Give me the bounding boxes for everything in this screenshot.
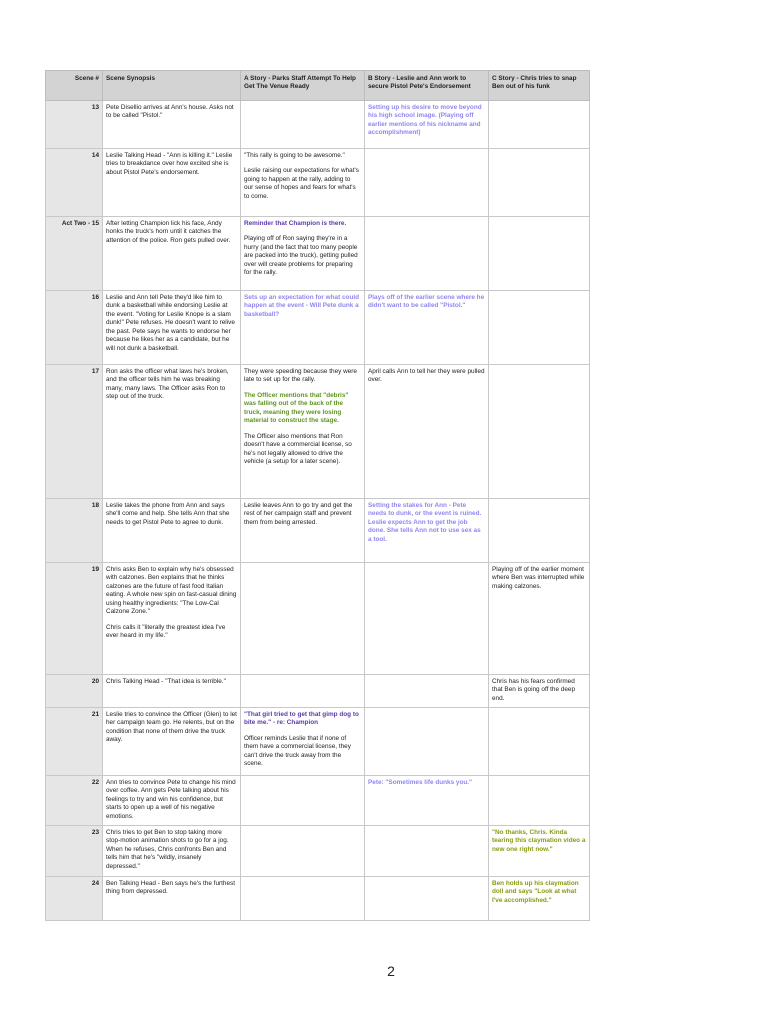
c-story-cell xyxy=(489,217,590,291)
b-story-note: Plays off of the earlier scene where he didn't want to be called "Pistol." xyxy=(368,294,485,310)
synopsis-paragraph: Ben Talking Head - Ben says he's the furthest thing from depressed. xyxy=(106,880,235,896)
synopsis-paragraph: After letting Champion lick his face, Andy honks the truck's horn until it catches the attention of the police. Ron gets pulled over. xyxy=(106,220,231,244)
b-story-cell xyxy=(365,877,489,921)
scene-synopsis xyxy=(103,149,241,217)
synopsis-paragraph: Chris tries to get Ben to stop taking more stop-motion animation shots to go for a jog. When he refuses, Chris confronts Ben and tells him that he's "wildly, insanely depressed." xyxy=(106,829,229,870)
a-story-note: "This rally is going to be awesome." xyxy=(244,152,345,159)
a-story-note: The Officer mentions that "debris" was falling out of the back of the truck, meaning they were losing material to construct the stage. xyxy=(244,391,349,425)
a-story-note: Leslie raising our expectations for what's going to happen at the rally, adding to our sense of hopes and fears for what's to come. xyxy=(244,167,359,200)
a-story-note: Reminder that Champion is there. xyxy=(244,220,347,227)
table-row xyxy=(46,826,590,877)
scene-number: 23 xyxy=(46,826,103,877)
table-row xyxy=(46,365,590,499)
synopsis-paragraph: Ron asks the officer what laws he's broken, and the officer tells him he was breaking many, many laws. The Officer asks Ron to step out of the truck. xyxy=(106,368,229,401)
scene-synopsis xyxy=(103,291,241,365)
c-story-note: Chris has his fears confirmed that Ben is going off the deep end. xyxy=(492,678,576,702)
a-story-cell xyxy=(241,877,365,921)
c-story-cell xyxy=(489,675,590,708)
b-story-cell xyxy=(365,291,489,365)
a-story-cell xyxy=(241,708,365,776)
a-story-note: Sets up an expectation for what could happen at the event - Will Pete dunk a basketball? xyxy=(244,294,360,318)
b-story-cell xyxy=(365,826,489,877)
a-story-cell xyxy=(241,499,365,563)
a-story-cell xyxy=(241,101,365,149)
header-row xyxy=(46,71,590,101)
a-story-note: They were speeding because they were late to set up for the rally. xyxy=(244,368,357,384)
header-scene-number: Scene # xyxy=(46,71,103,101)
a-story-note: Officer reminds Leslie that if none of them have a commercial license, they can't drive the truck away from the scene. xyxy=(244,734,351,768)
scene-synopsis xyxy=(103,365,241,499)
synopsis-paragraph: Leslie tries to convince the Officer (Glen) to let her campaign team go. He relents, but on the condition that none of them drive the truck away. xyxy=(106,711,237,744)
synopsis-paragraph: Chris calls it "literally the greatest idea I've ever heard in my life." xyxy=(106,623,226,640)
table-body xyxy=(46,101,590,921)
scene-synopsis xyxy=(103,563,241,675)
scene-synopsis xyxy=(103,708,241,776)
table-row xyxy=(46,776,590,826)
header-a-story: A Story - Parks Staff Attempt To Help Get The Venue Ready xyxy=(241,71,365,101)
c-story-note: Playing off of the earlier moment where Ben was interrupted while making calzones. xyxy=(492,566,585,590)
b-story-cell xyxy=(365,365,489,499)
a-story-cell xyxy=(241,149,365,217)
scene-number: 17 xyxy=(46,365,103,499)
synopsis-paragraph: Leslie and Ann tell Pete they'd like him to dunk a basketball while endorsing Leslie at the event. "Voting for Leslie Knope is a slam dunk!" Pete refuses. He doesn't want to relive the past. Pete says he wants to endorse her because he likes her as a candidate, but he will not dunk a basketball. xyxy=(106,294,235,352)
scene-synopsis xyxy=(103,675,241,708)
b-story-note: Pete: "Sometimes life dunks you." xyxy=(368,779,473,786)
synopsis-paragraph: Chris Talking Head - "That idea is terrible." xyxy=(106,678,226,685)
scene-number: 16 xyxy=(46,291,103,365)
a-story-note: Leslie leaves Ann to go try and get the rest of her campaign staff and prevent them from being arrested. xyxy=(244,502,353,526)
table-row xyxy=(46,708,590,776)
c-story-cell xyxy=(489,101,590,149)
header-c-story: C Story - Chris tries to snap Ben out of his funk xyxy=(489,71,590,101)
b-story-cell xyxy=(365,217,489,291)
b-story-note: Setting the stakes for Ann - Pete needs to dunk, or the event is ruined. Leslie expects Ann to get the job done. She tells Ann not to use sex as a tool. xyxy=(368,502,482,543)
a-story-cell xyxy=(241,826,365,877)
c-story-cell xyxy=(489,365,590,499)
scene-number: 22 xyxy=(46,776,103,826)
scene-number: 14 xyxy=(46,149,103,217)
header-scene-synopsis: Scene Synopsis xyxy=(103,71,241,101)
synopsis-paragraph: Pete Disellio arrives at Ann's house. Asks not to be called "Pistol." xyxy=(106,104,234,120)
a-story-cell xyxy=(241,563,365,675)
scene-number: Act Two - 15 xyxy=(46,217,103,291)
table-row xyxy=(46,563,590,675)
scene-breakdown-table xyxy=(45,70,590,921)
b-story-cell xyxy=(365,675,489,708)
a-story-note: The Officer also mentions that Ron doesn't have a commercial license, so he's not legally allowed to drive the vehicle (a setup for a later scene). xyxy=(244,432,352,466)
a-story-cell xyxy=(241,675,365,708)
table-row xyxy=(46,291,590,365)
a-story-cell xyxy=(241,365,365,499)
scene-synopsis xyxy=(103,826,241,877)
synopsis-paragraph: Leslie takes the phone from Ann and says she'll come and help. She tells Ann that she needs to get Pistol Pete to agree to dunk. xyxy=(106,502,230,526)
table-row xyxy=(46,217,590,291)
page-number: 2 xyxy=(387,963,395,979)
a-story-note: Playing off of Ron saying they're in a hurry (and the fact that too many people are packed into the truck), getting pulled over will create problems for preparing for the rally. xyxy=(244,235,358,277)
c-story-cell xyxy=(489,499,590,563)
scene-number: 21 xyxy=(46,708,103,776)
synopsis-paragraph: Ann tries to convince Pete to change his mind over coffee. Ann gets Pete talking about his feelings to try and win his confidence, but starts to open up a well of his negative emotions. xyxy=(106,779,236,820)
scene-number: 19 xyxy=(46,563,103,675)
b-story-cell xyxy=(365,563,489,675)
a-story-cell xyxy=(241,776,365,826)
b-story-cell xyxy=(365,776,489,826)
c-story-cell xyxy=(489,708,590,776)
c-story-note: "No thanks, Chris. Kinda tearing this claymation video a new one right now." xyxy=(492,829,586,853)
scene-number: 13 xyxy=(46,101,103,149)
table-row xyxy=(46,499,590,563)
scene-number: 24 xyxy=(46,877,103,921)
table-row xyxy=(46,101,590,149)
b-story-cell xyxy=(365,708,489,776)
scene-synopsis xyxy=(103,101,241,149)
a-story-cell xyxy=(241,217,365,291)
c-story-cell xyxy=(489,877,590,921)
header-b-story: B Story - Leslie and Ann work to secure Pistol Pete's Endorsement xyxy=(365,71,489,101)
table-row xyxy=(46,877,590,921)
c-story-cell xyxy=(489,291,590,365)
b-story-note: Setting up his desire to move beyond his high school image. (Playing off earlier mentions of his nickname and accomplishment) xyxy=(368,104,482,137)
a-story-note: "That girl tried to get that gimp dog to bite me." - re: Champion xyxy=(244,711,359,727)
a-story-cell xyxy=(241,291,365,365)
scene-synopsis xyxy=(103,776,241,826)
scene-synopsis xyxy=(103,499,241,563)
synopsis-paragraph: Chris asks Ben to explain why he's obsessed with calzones. Ben explains that he thinks calzones are the future of fast food Italian eating. A whole new spin on fast-casual dining using healthy ingredients: "The Low-Cal Calzone Zone." xyxy=(106,566,237,616)
scene-synopsis xyxy=(103,877,241,921)
scene-number: 20 xyxy=(46,675,103,708)
table-row xyxy=(46,675,590,708)
b-story-note: April calls Ann to tell her they were pulled over. xyxy=(368,368,485,384)
synopsis-paragraph: Leslie Talking Head - "Ann is killing it." Leslie tries to breakdance over how excited she is about Pistol Pete's endorsement. xyxy=(106,152,233,176)
c-story-cell xyxy=(489,149,590,217)
table-row xyxy=(46,149,590,217)
b-story-cell xyxy=(365,149,489,217)
b-story-cell xyxy=(365,101,489,149)
c-story-cell xyxy=(489,826,590,877)
c-story-cell xyxy=(489,563,590,675)
b-story-cell xyxy=(365,499,489,563)
scene-synopsis xyxy=(103,217,241,291)
scene-number: 18 xyxy=(46,499,103,563)
c-story-note: Ben holds up his claymation doll and says "Look at what I've accomplished." xyxy=(492,880,579,904)
c-story-cell xyxy=(489,776,590,826)
